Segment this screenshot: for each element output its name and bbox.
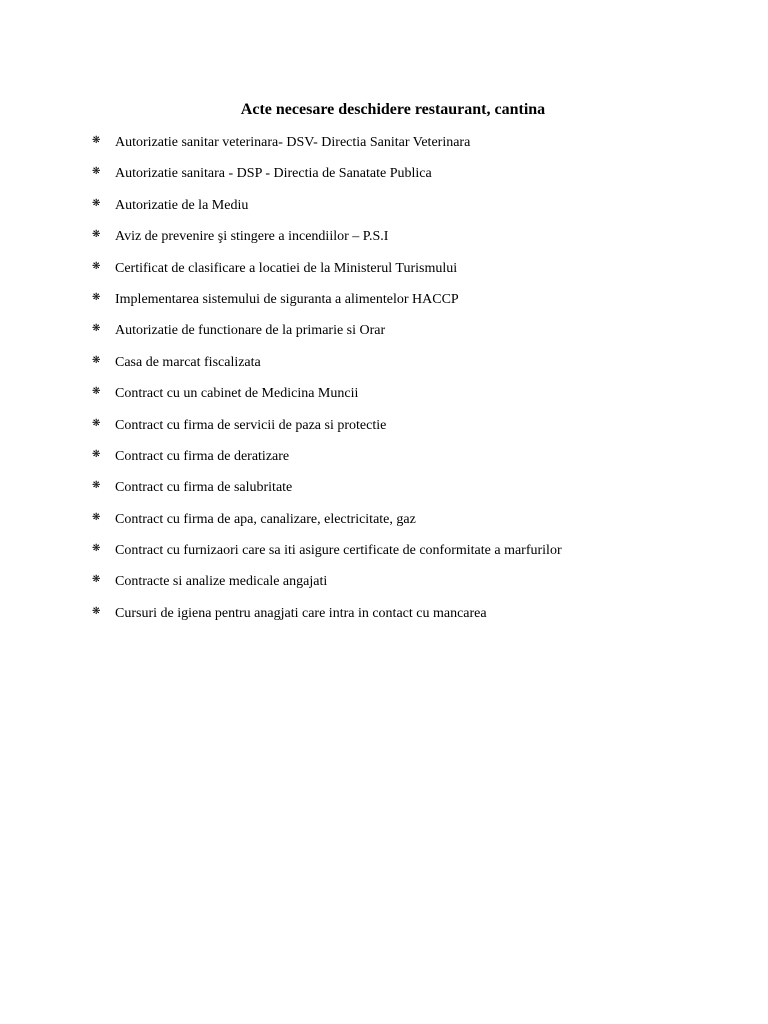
bullet-icon: ❋ xyxy=(92,480,101,492)
list-item-text: Autorizatie sanitara - DSP - Directia de Sanatate Publica xyxy=(115,166,432,182)
list-item-text: Contract cu furnizaori care sa iti asigure certificate de conformitate a marfurilor xyxy=(115,543,562,559)
list-item-text: Autorizatie de la Mediu xyxy=(115,197,249,213)
bullet-icon: ❋ xyxy=(92,166,101,178)
bullet-icon: ❋ xyxy=(92,260,101,272)
list-item-text: Contracte si analize medicale angajati xyxy=(115,574,328,590)
bullet-icon: ❋ xyxy=(92,511,101,523)
list-item-text: Autorizatie de functionare de la primarie si Orar xyxy=(115,323,386,339)
page-title: Acte necesare deschidere restaurant, cantina xyxy=(240,101,546,118)
bullet-icon: ❋ xyxy=(92,574,101,586)
list-item-text: Contract cu firma de deratizare xyxy=(115,448,290,464)
list-item-text: Contract cu firma de servicii de paza si protectie xyxy=(115,417,387,433)
bullet-icon: ❋ xyxy=(92,354,101,366)
list-item-text: Cursuri de igiena pentru anagjati care intra in contact cu mancarea xyxy=(115,605,487,621)
bullet-icon: ❋ xyxy=(92,291,101,303)
bullet-icon: ❋ xyxy=(92,605,101,617)
bullet-icon: ❋ xyxy=(92,229,101,241)
list-item-text: Autorizatie sanitar veterinara- DSV- Directia Sanitar Veterinara xyxy=(115,135,471,150)
list-item-text: Aviz de prevenire şi stingere a incendiilor – P.S.I xyxy=(115,229,389,245)
list-item-text: Contract cu un cabinet de Medicina Muncii xyxy=(115,386,359,402)
list-item-text: Implementarea sistemului de siguranta a alimentelor HACCP xyxy=(115,291,459,307)
list-item-text: Casa de marcat fiscalizata xyxy=(115,354,261,370)
bullet-icon: ❋ xyxy=(92,323,101,335)
bullet-icon: ❋ xyxy=(92,448,101,460)
list-item-text: Contract cu firma de salubritate xyxy=(115,480,293,496)
bullet-icon: ❋ xyxy=(92,197,101,209)
bullet-icon: ❋ xyxy=(92,417,101,429)
bullet-icon: ❋ xyxy=(92,543,101,555)
list-item-text: Certificat de clasificare a locatiei de la Ministerul Turismului xyxy=(115,260,458,276)
bullet-icon: ❋ xyxy=(92,386,101,398)
bullet-icon: ❋ xyxy=(92,135,101,146)
list-item-text: Contract cu firma de apa, canalizare, electricitate, gaz xyxy=(115,511,416,527)
